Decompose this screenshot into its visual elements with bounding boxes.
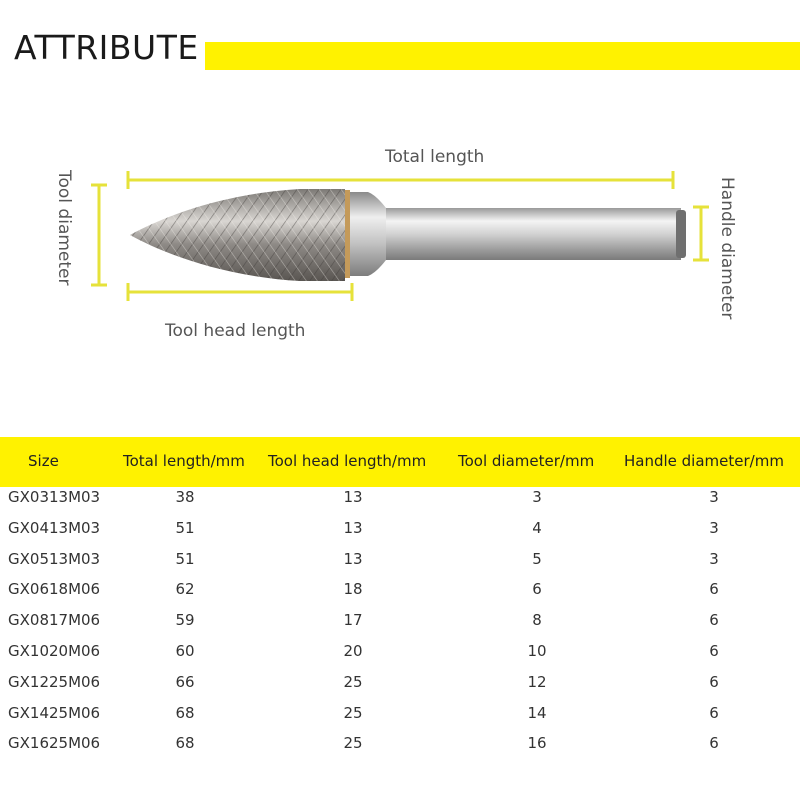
- table-cell: 6: [709, 703, 719, 722]
- table-cell: 38: [175, 488, 195, 506]
- table-cell: 3: [709, 518, 719, 537]
- table-cell: 25: [343, 734, 363, 753]
- tool-head-length-label: Tool head length: [165, 321, 306, 341]
- table-cell-size: GX0313M03: [8, 488, 101, 506]
- table-cell: 5: [532, 549, 542, 568]
- table-cell: 14: [527, 703, 547, 722]
- table-cell: 3: [532, 488, 542, 506]
- table-cell: 68: [175, 734, 195, 753]
- table-cell-size: GX0618M06: [8, 580, 101, 599]
- table-cell-size: GX1425M06: [8, 703, 101, 722]
- table-cell-size: GX1625M06: [8, 734, 101, 753]
- column-header: Total length/mm: [123, 452, 245, 470]
- table-cell: 6: [532, 580, 542, 599]
- table-cell: 20: [343, 642, 363, 660]
- table-cell: 17: [343, 611, 363, 630]
- table-cell: 6: [709, 672, 719, 691]
- carbide-burr-illustration: [0, 95, 800, 435]
- table-cell: 51: [175, 549, 195, 568]
- table-cell: 51: [175, 518, 195, 537]
- table-cell: 8: [532, 611, 542, 630]
- table-cell: 10: [527, 642, 547, 660]
- table-cell: 4: [532, 518, 542, 537]
- table-cell: 12: [527, 672, 547, 691]
- tool-head-length-dimension: [128, 283, 352, 301]
- table-cell: 6: [709, 580, 719, 599]
- column-header: Handle diameter/mm: [624, 452, 784, 470]
- tool-diameter-dimension: [91, 185, 107, 285]
- table-cell: 13: [343, 488, 363, 506]
- table-cell: 59: [175, 611, 195, 630]
- page-title: ATTRIBUTE: [14, 28, 199, 67]
- table-cell-size: GX0817M06: [8, 611, 101, 630]
- column-header: Size: [28, 452, 59, 470]
- table-cell-size: GX0513M03: [8, 549, 101, 568]
- table-cell: 16: [527, 734, 547, 753]
- tool-diameter-label: Tool diameter: [54, 170, 74, 286]
- total-length-label: Total length: [385, 147, 485, 167]
- table-cell: 68: [175, 703, 195, 722]
- table-cell: 60: [175, 642, 195, 660]
- table-cell-size: GX1225M06: [8, 672, 101, 691]
- table-cell: 6: [709, 611, 719, 630]
- table-cell: 6: [709, 734, 719, 753]
- handle-diameter-dimension: [693, 207, 709, 260]
- total-length-dimension: [128, 171, 673, 189]
- table-cell: 6: [709, 642, 719, 660]
- table-cell: 25: [343, 703, 363, 722]
- handle-diameter-label: Handle diameter: [717, 177, 737, 320]
- table-cell: 13: [343, 518, 363, 537]
- collar: [348, 192, 386, 276]
- shank: [385, 208, 681, 260]
- table-cell: 62: [175, 580, 195, 599]
- table-cell: 25: [343, 672, 363, 691]
- table-cell: 66: [175, 672, 195, 691]
- table-cell: 13: [343, 549, 363, 568]
- column-header: Tool diameter/mm: [458, 452, 595, 470]
- table-cell-size: GX0413M03: [8, 518, 101, 537]
- product-figure: [0, 95, 800, 435]
- table-cell: 3: [709, 488, 719, 506]
- table-cell-size: GX1020M06: [8, 642, 101, 660]
- column-header: Tool head length/mm: [268, 452, 427, 470]
- table-cell: 18: [343, 580, 363, 599]
- table-cell: 3: [709, 549, 719, 568]
